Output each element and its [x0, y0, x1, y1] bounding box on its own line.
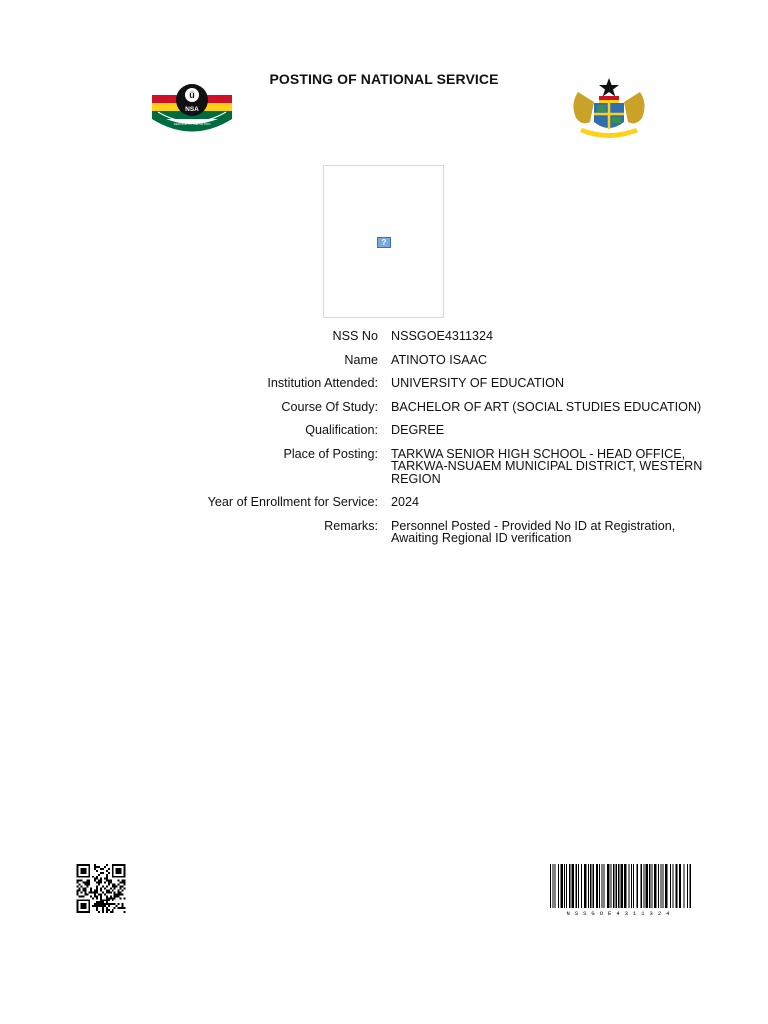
remarks-label: Remarks: [324, 518, 378, 533]
enrollment-year-value: 2024 [391, 495, 420, 509]
posting-place-label: Place of Posting: [283, 446, 378, 461]
qualification-row [0, 424, 768, 437]
enrollment-year-row [0, 496, 768, 509]
nss-number-label: NSS No [332, 329, 378, 343]
course-label: Course Of Study: [281, 399, 378, 414]
barcode [548, 864, 693, 916]
nss-number-value: NSSGOE4311324 [391, 329, 493, 343]
qr-code [76, 864, 126, 913]
enrollment-year-label: Year of Enrollment for Service: [207, 495, 378, 509]
ghana-coat-of-arms [566, 74, 652, 144]
course-value: BACHELOR OF ART (SOCIAL STUDIES EDUCATION) [391, 399, 702, 414]
course-row [0, 401, 768, 414]
posting-place-value: TARKWA SENIOR HIGH SCHOOL - HEAD OFFICE, TARKWA-NSUAEM MUNICIPAL DISTRICT, WESTERN REGION [391, 446, 703, 486]
svg-text:NSA: NSA [185, 106, 199, 113]
qualification-label: Qualification: [305, 423, 378, 437]
svg-text:ü: ü [189, 90, 195, 100]
posting-details [0, 330, 768, 556]
remarks-value: Personnel Posted - Provided No ID at Registration, Awaiting Regional ID verification [391, 518, 676, 545]
svg-text:SERVICE TO THE NATION: SERVICE TO THE NATION [173, 122, 211, 126]
institution-row [0, 377, 768, 390]
remarks-row [0, 520, 768, 545]
barcode-text: NSSGOE4311324 [566, 910, 675, 916]
name-value: ATINOTO ISAAC [391, 352, 488, 367]
broken-image-icon: ? [377, 237, 391, 248]
nss-number-row [0, 330, 768, 343]
name-row [0, 354, 768, 367]
institution-label: Institution Attended: [267, 376, 378, 390]
personnel-photo [323, 165, 444, 318]
institution-value: UNIVERSITY OF EDUCATION [391, 376, 565, 390]
qualification-value: DEGREE [391, 423, 445, 437]
nsa-logo [148, 82, 236, 138]
name-label: Name [344, 352, 378, 367]
document-title: POSTING OF NATIONAL SERVICE [269, 71, 499, 87]
posting-place-row [0, 448, 768, 486]
